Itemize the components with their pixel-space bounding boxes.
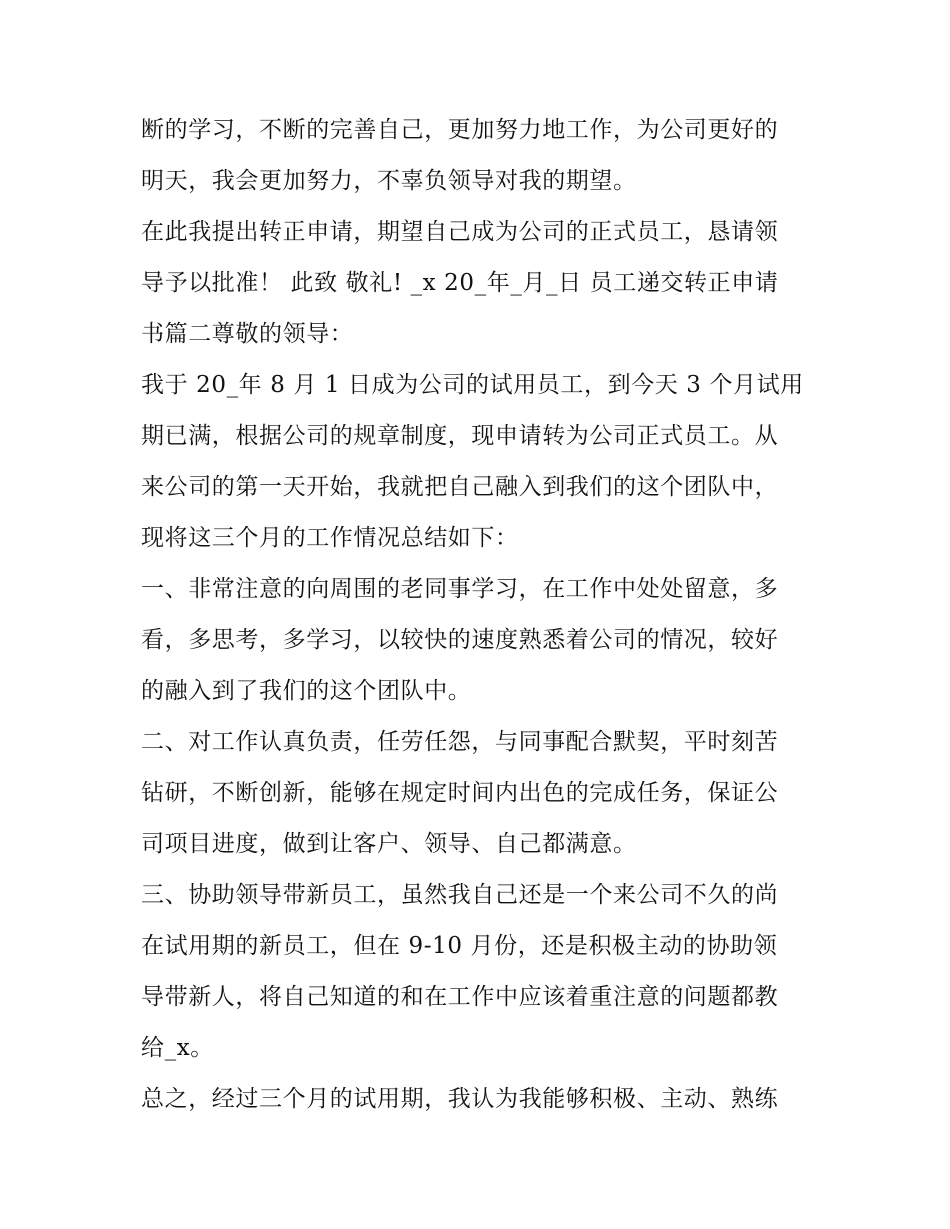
text-line: 导带新人，将自己知道的和在工作中应该着重注意的问题都教 xyxy=(141,984,779,1010)
text-line: 在此我提出转正申请，期望自己成为公司的正式员工，恳请领 xyxy=(141,219,779,245)
text-line: 看，多思考，多学习，以较快的速度熟悉着公司的情况，较好 xyxy=(141,627,779,653)
text-line: 给_x。 xyxy=(141,1035,214,1061)
text-line: 一、非常注意的向周围的老同事学习，在工作中处处留意，多 xyxy=(141,576,779,602)
text-line: 来公司的第一天开始，我就把自己融入到我们的这个团队中， xyxy=(141,474,779,500)
text-line: 书篇二尊敬的领导： xyxy=(141,321,354,347)
text-line: 明天，我会更加努力，不辜负领导对我的期望。 xyxy=(141,168,637,194)
text-line: 二、对工作认真负责，任劳任怨，与同事配合默契，平时刻苦 xyxy=(141,729,779,755)
text-line: 司项目进度，做到让客户、领导、自己都满意。 xyxy=(141,831,637,857)
document-body xyxy=(141,108,821,1128)
text-line: 的融入到了我们的这个团队中。 xyxy=(141,678,472,704)
text-line: 现将这三个月的工作情况总结如下： xyxy=(141,525,519,551)
text-line: 总之，经过三个月的试用期，我认为我能够积极、主动、熟练 xyxy=(141,1086,779,1112)
text-line: 我于 20_年 8 月 1 日成为公司的试用员工，到今天 3 个月试用 xyxy=(141,372,804,398)
text-line: 导予以批准！ 此致 敬礼! _x 20_年_月_日 员工递交转正申请 xyxy=(141,270,779,296)
text-line: 期已满，根据公司的规章制度，现申请转为公司正式员工。从 xyxy=(141,423,779,449)
text-line: 三、协助领导带新员工，虽然我自己还是一个来公司不久的尚 xyxy=(141,882,779,908)
text-line: 在试用期的新员工，但在 9-10 月份，还是积极主动的协助领 xyxy=(141,933,778,959)
text-line: 钻研，不断创新，能够在规定时间内出色的完成任务，保证公 xyxy=(141,780,779,806)
text-line: 断的学习，不断的完善自己，更加努力地工作，为公司更好的 xyxy=(141,117,779,143)
